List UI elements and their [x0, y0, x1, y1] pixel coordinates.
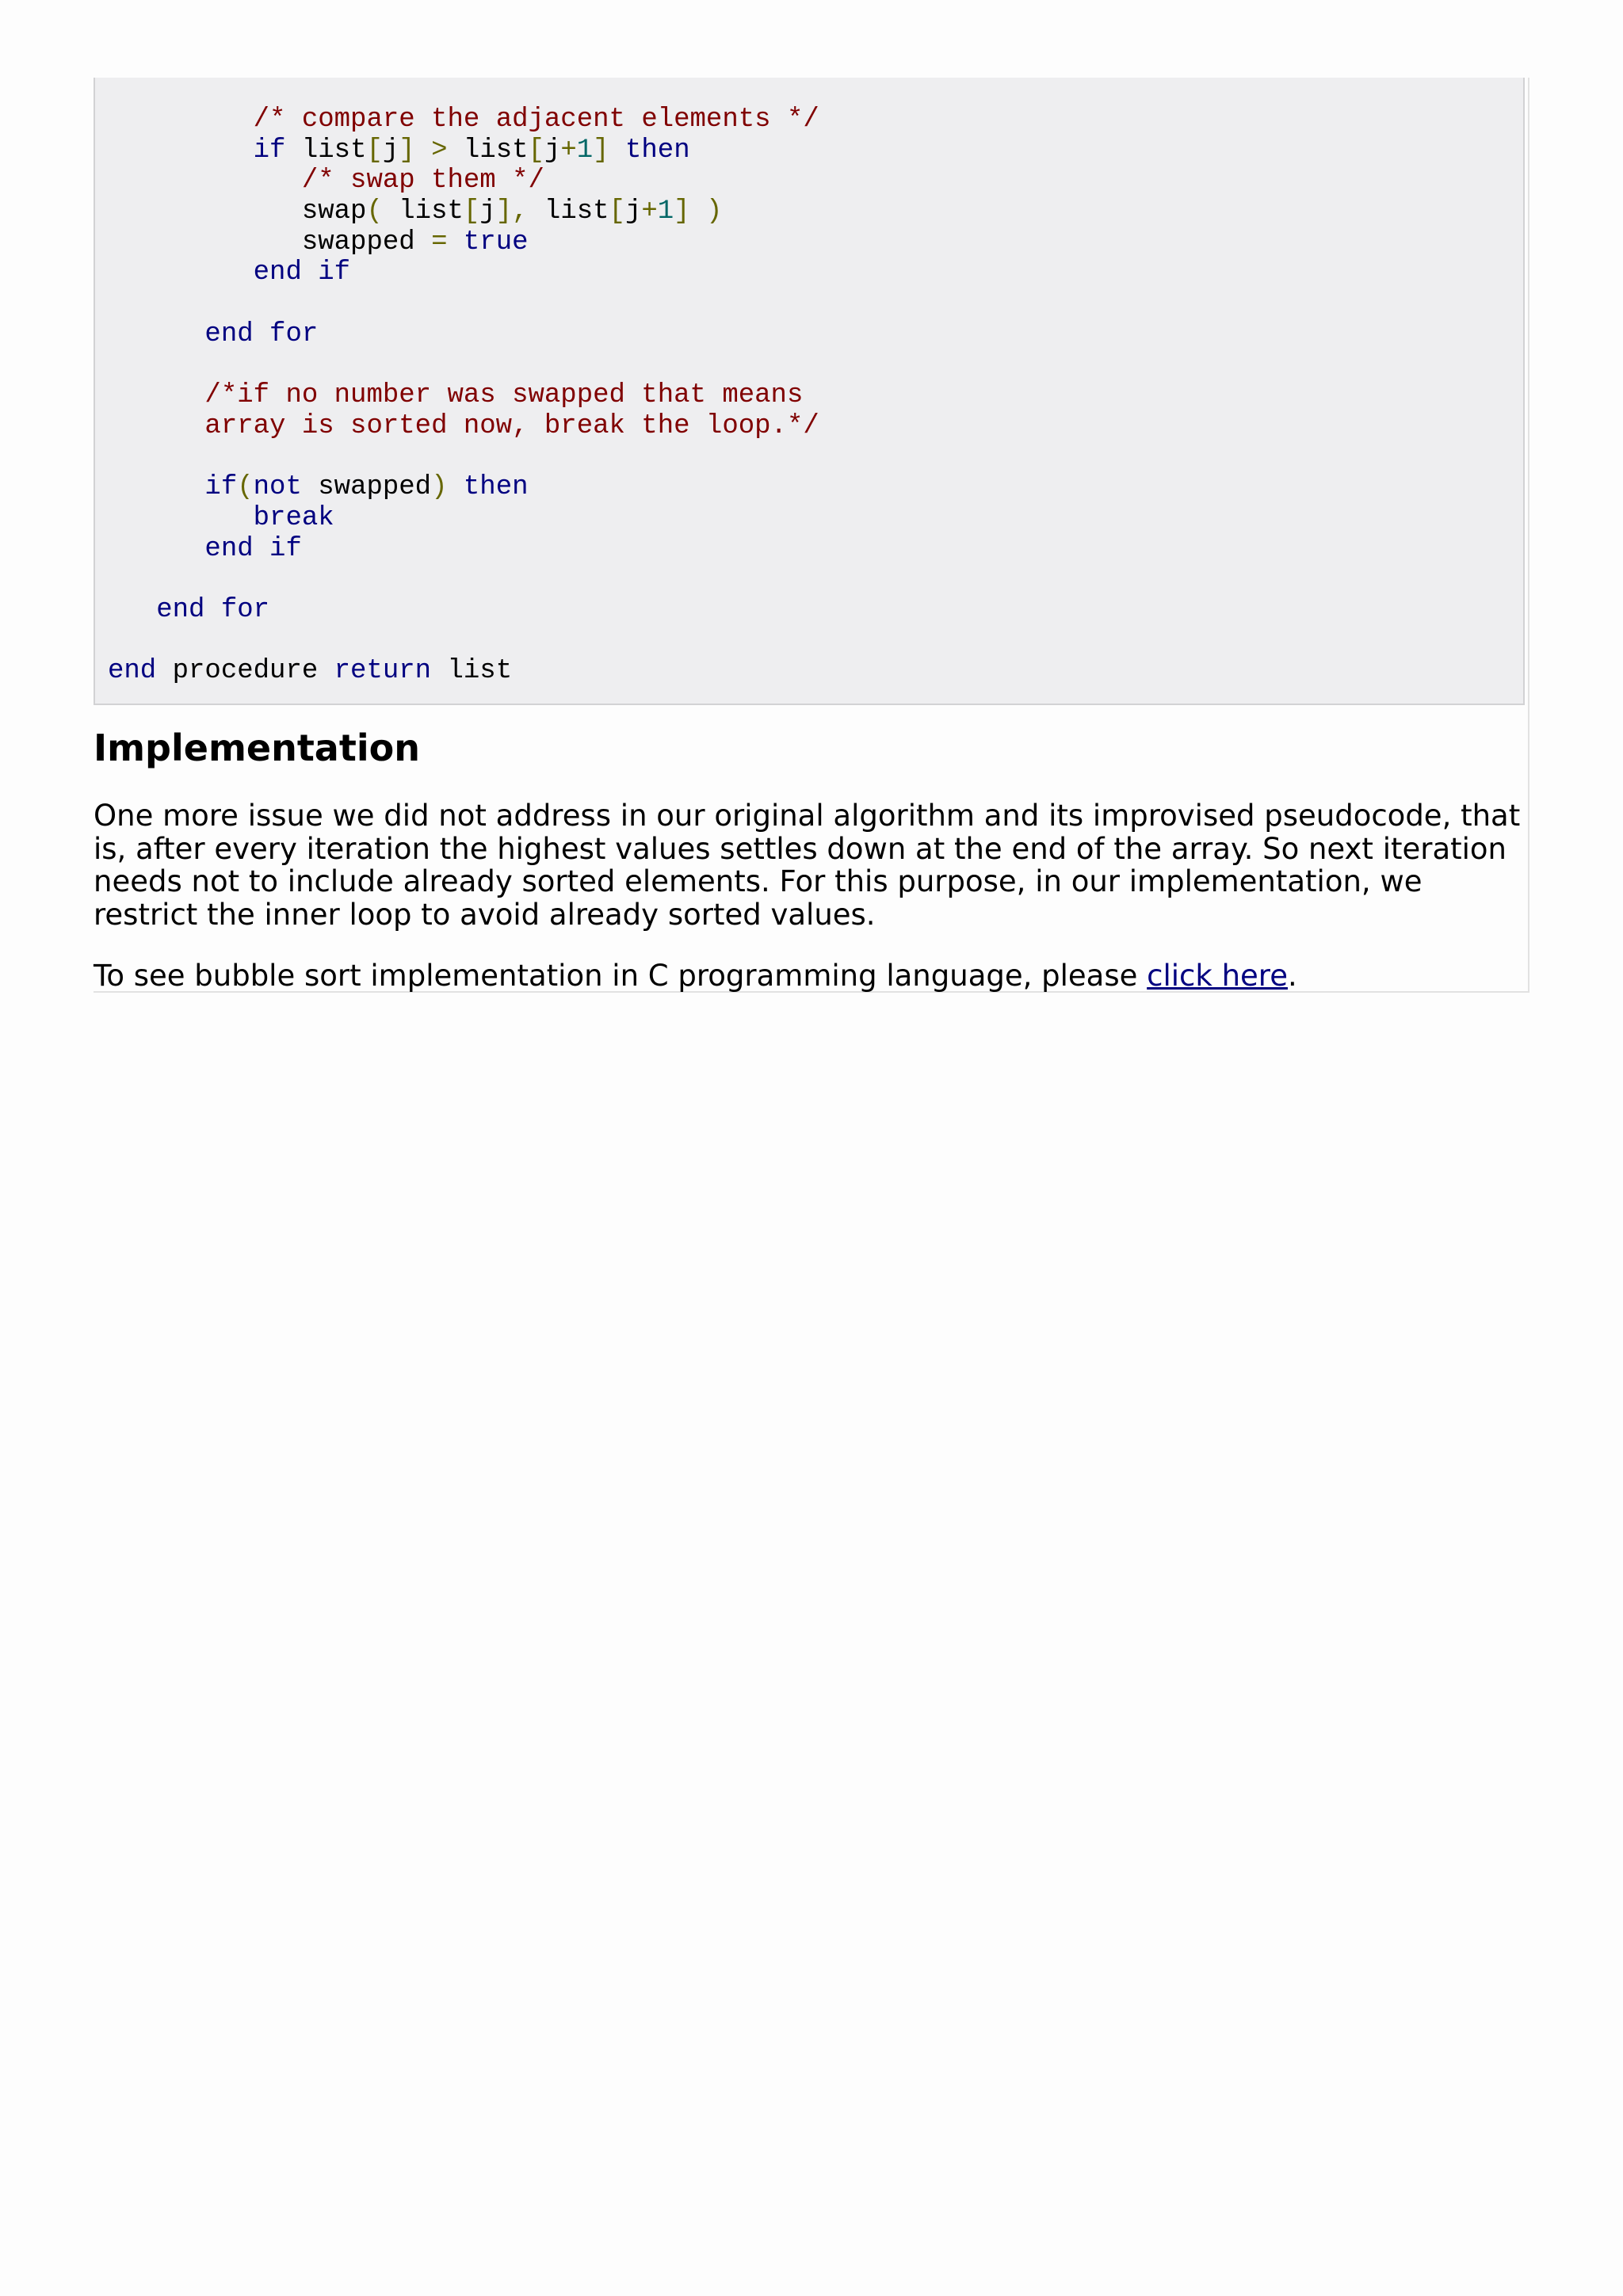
code-token: ): [705, 196, 723, 227]
code-token: for: [269, 318, 319, 349]
code-token: [: [609, 196, 625, 227]
code-token: list: [447, 135, 529, 166]
section-heading: Implementation: [94, 727, 420, 769]
code-token: [108, 595, 156, 625]
code-line: [108, 503, 1523, 534]
code-token: end: [204, 318, 254, 349]
code-token: then: [624, 135, 690, 166]
code-token: true: [463, 227, 529, 257]
code-token: end: [204, 533, 254, 564]
code-token: end: [253, 257, 302, 288]
code-line: [108, 350, 1523, 381]
code-token: j: [479, 196, 496, 227]
code-token: ]: [399, 135, 415, 166]
code-line: [108, 411, 1523, 442]
code-token: [: [366, 135, 383, 166]
code-token: 1: [657, 196, 674, 227]
code-token: not: [253, 472, 302, 503]
code-line: [108, 288, 1523, 319]
code-line: [108, 626, 1523, 657]
code-line: [108, 380, 1523, 411]
code-token: procedure: [156, 656, 334, 687]
code-token: [609, 135, 625, 166]
code-token: swapped: [301, 472, 432, 503]
code-token: ]: [674, 196, 690, 227]
code-token: array is sorted now, break the loop.*/: [204, 410, 819, 441]
code-token: [108, 105, 254, 135]
code-token: [108, 472, 204, 502]
code-line: [108, 319, 1523, 350]
code-line: [108, 227, 1523, 258]
code-token: [204, 595, 220, 625]
code-token: (: [366, 196, 383, 227]
code-token: [108, 257, 254, 288]
code-line: [108, 564, 1523, 595]
code-token: /* swap them */: [301, 166, 544, 196]
code-token: [: [528, 135, 544, 166]
code-token: if: [269, 533, 302, 564]
code-line: [108, 472, 1523, 503]
code-token: j: [624, 196, 642, 227]
code-token: ): [431, 472, 448, 503]
code-token: swap: [108, 196, 367, 227]
code-line: [108, 534, 1523, 565]
code-line: [108, 595, 1523, 626]
code-token: [108, 411, 204, 441]
code-token: /*if no number was swapped that means: [204, 380, 804, 411]
code-token: [302, 257, 318, 288]
code-line: [108, 105, 1523, 135]
code-token: swapped: [108, 227, 432, 257]
code-token: if: [318, 257, 351, 288]
code-line: [108, 442, 1523, 473]
pseudocode-block: [94, 78, 1525, 705]
code-token: [108, 503, 254, 533]
paragraph-prefix-text: To see bubble sort implementation in C programming language, please: [94, 959, 1148, 993]
code-line: [108, 196, 1523, 227]
code-token: if: [204, 472, 238, 503]
code-token: [254, 319, 269, 349]
code-token: then: [463, 472, 529, 503]
code-line: [108, 135, 1523, 166]
code-token: /* compare the adjacent elements */: [253, 105, 819, 135]
c-implementation-paragraph: [94, 959, 1529, 993]
code-line: [108, 656, 1523, 687]
code-token: [: [463, 196, 480, 227]
code-token: return: [334, 656, 432, 687]
code-token: list: [528, 196, 609, 227]
code-token: end: [108, 656, 157, 687]
code-token: [254, 534, 269, 564]
code-line: [108, 257, 1523, 288]
code-token: [415, 135, 431, 166]
code-token: [108, 380, 204, 410]
code-token: list: [285, 135, 367, 166]
paragraph-suffix-text: .: [1287, 959, 1297, 993]
click-here-link[interactable]: click here: [1147, 959, 1288, 993]
code-token: end: [156, 595, 205, 625]
implementation-paragraph: One more issue we did not address in our original algorithm and its improvised pseudocode, that is, after every iteration the highest values settles down at the end of the array. So next iteration needs not to include already sorted elements. For this purpose, in our implementation, we restrict the inner loop to avoid already sorted values.: [94, 799, 1521, 932]
code-token: if: [253, 135, 286, 166]
code-token: list: [382, 196, 464, 227]
code-token: j: [544, 135, 561, 166]
code-token: [690, 196, 706, 227]
code-token: ]: [593, 135, 609, 166]
code-token: (: [237, 472, 254, 503]
code-token: j: [382, 135, 399, 166]
code-token: ],: [495, 196, 529, 227]
code-token: >: [431, 135, 448, 166]
code-token: [108, 319, 204, 349]
code-token: =: [431, 227, 448, 257]
code-token: for: [220, 595, 270, 625]
code-token: +: [641, 196, 658, 227]
code-token: 1: [576, 135, 594, 166]
code-token: [448, 472, 464, 502]
code-token: [108, 135, 254, 166]
code-token: list: [431, 656, 513, 687]
code-token: [447, 227, 463, 257]
code-token: +: [560, 135, 577, 166]
code-token: [108, 534, 204, 564]
code-token: break: [253, 502, 334, 533]
code-line: [108, 166, 1523, 196]
code-token: [108, 166, 302, 196]
